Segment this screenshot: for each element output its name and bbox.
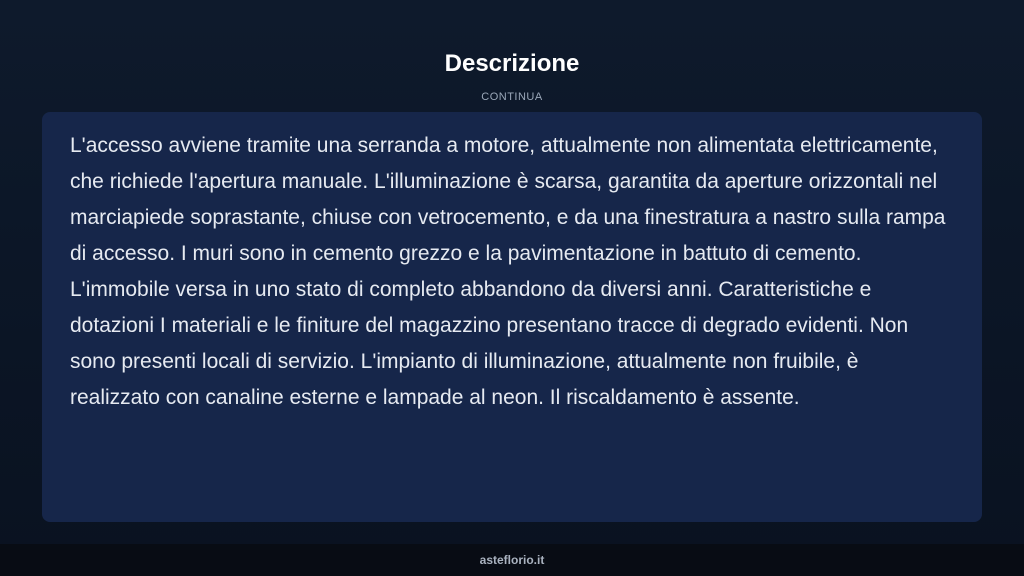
description-text: L'accesso avviene tramite una serranda a motore, attualmente non alimentata elettricamente, che richiede l'apertura manuale. L'illuminazione è scarsa, garantita da aperture orizzontali nel marciapiede soprastante, chiuse con vetrocemento, e da una finestratura a nastro sulla rampa di accesso. I muri sono in cemento grezzo e la pavimentazione in battuto di cemento. L'immobile versa in uno stato di completo abbandono da diversi anni. Caratteristiche e dotazioni I materiali e le finiture del magazzino presentano tracce di degrado evidenti. Non sono presenti locali di servizio. L'impianto di illuminazione, attualmente non fruibile, è realizzato con canaline esterne e lampade al neon. Il riscaldamento è assente. bbox=[70, 134, 946, 409]
site-name: asteflorio.it bbox=[479, 553, 545, 567]
continue-label: CONTINUA bbox=[481, 91, 543, 103]
footer-bar bbox=[0, 544, 1024, 576]
description-card bbox=[42, 112, 982, 522]
page-header bbox=[0, 48, 1024, 104]
page-title: Descrizione bbox=[444, 50, 580, 77]
